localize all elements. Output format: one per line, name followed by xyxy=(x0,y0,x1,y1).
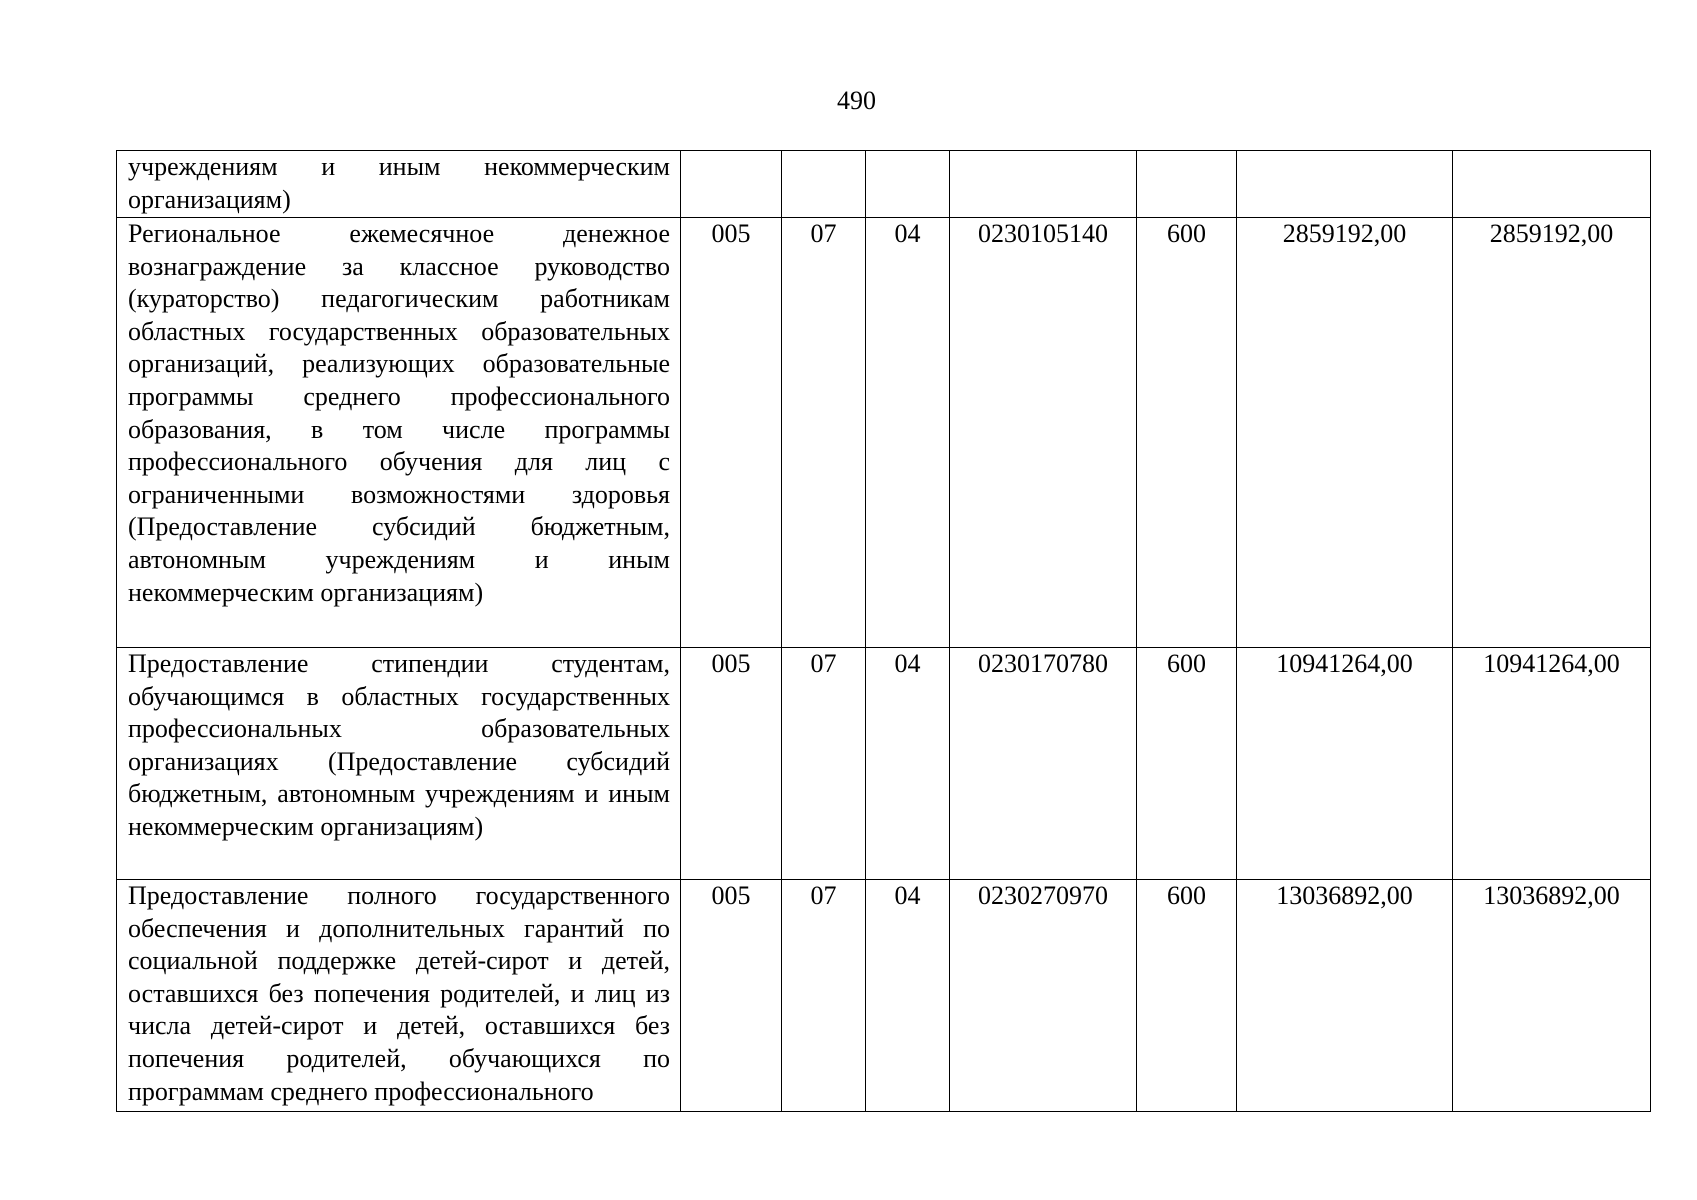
row-code: 005 xyxy=(681,880,782,1112)
page-number: 490 xyxy=(837,86,876,115)
table-row xyxy=(117,218,1651,648)
row-section: 07 xyxy=(782,218,866,648)
row-target-code xyxy=(950,151,1137,218)
row-amount-2: 13036892,00 xyxy=(1453,880,1651,1112)
row-amount-1: 13036892,00 xyxy=(1237,880,1453,1112)
table-row xyxy=(117,151,1651,218)
row-code: 005 xyxy=(681,648,782,880)
row-description: Региональное ежемесячное денежное вознаграждение за классное руководство (кураторство) педагогическим работникам областных государственных образовательных организаций, реализующих образовательные программы среднего профессионального образования, в том числе программы профессионального обучения для лиц с ограниченными возможностями здоровья (Предоставление субсидий бюджетным, автономным учреждениям и иным некоммерческим организациям) xyxy=(117,218,681,648)
row-subsection: 04 xyxy=(866,648,950,880)
row-amount-2 xyxy=(1453,151,1651,218)
row-code: 005 xyxy=(681,218,782,648)
row-description: Предоставление стипендии студентам, обучающимся в областных государственных профессиональных образовательных организациях (Предоставление субсидий бюджетным, автономным учреждениям и иным некоммерческим организациям) xyxy=(117,648,681,880)
row-amount-1: 10941264,00 xyxy=(1237,648,1453,880)
row-expense-type: 600 xyxy=(1137,648,1237,880)
row-amount-2: 2859192,00 xyxy=(1453,218,1651,648)
row-section: 07 xyxy=(782,648,866,880)
row-section xyxy=(782,151,866,218)
row-amount-1: 2859192,00 xyxy=(1237,218,1453,648)
row-target-code: 0230270970 xyxy=(950,880,1137,1112)
row-expense-type: 600 xyxy=(1137,880,1237,1112)
row-description: Предоставление полного государственного обеспечения и дополнительных гарантий по социальной поддержке детей-сирот и детей, оставшихся без попечения родителей, и лиц из числа детей-сирот и детей, оставшихся без попечения родителей, обучающихся по программам среднего профессионального xyxy=(117,880,681,1112)
row-amount-2: 10941264,00 xyxy=(1453,648,1651,880)
row-expense-type xyxy=(1137,151,1237,218)
row-target-code: 0230105140 xyxy=(950,218,1137,648)
row-amount-1 xyxy=(1237,151,1453,218)
row-expense-type: 600 xyxy=(1137,218,1237,648)
row-description: учреждениям и иным некоммерческим организациям) xyxy=(117,151,681,218)
table-row xyxy=(117,648,1651,880)
budget-table xyxy=(116,150,1651,1112)
row-subsection: 04 xyxy=(866,218,950,648)
row-subsection: 04 xyxy=(866,880,950,1112)
table-row xyxy=(117,880,1651,1112)
row-target-code: 0230170780 xyxy=(950,648,1137,880)
row-subsection xyxy=(866,151,950,218)
row-code xyxy=(681,151,782,218)
row-section: 07 xyxy=(782,880,866,1112)
